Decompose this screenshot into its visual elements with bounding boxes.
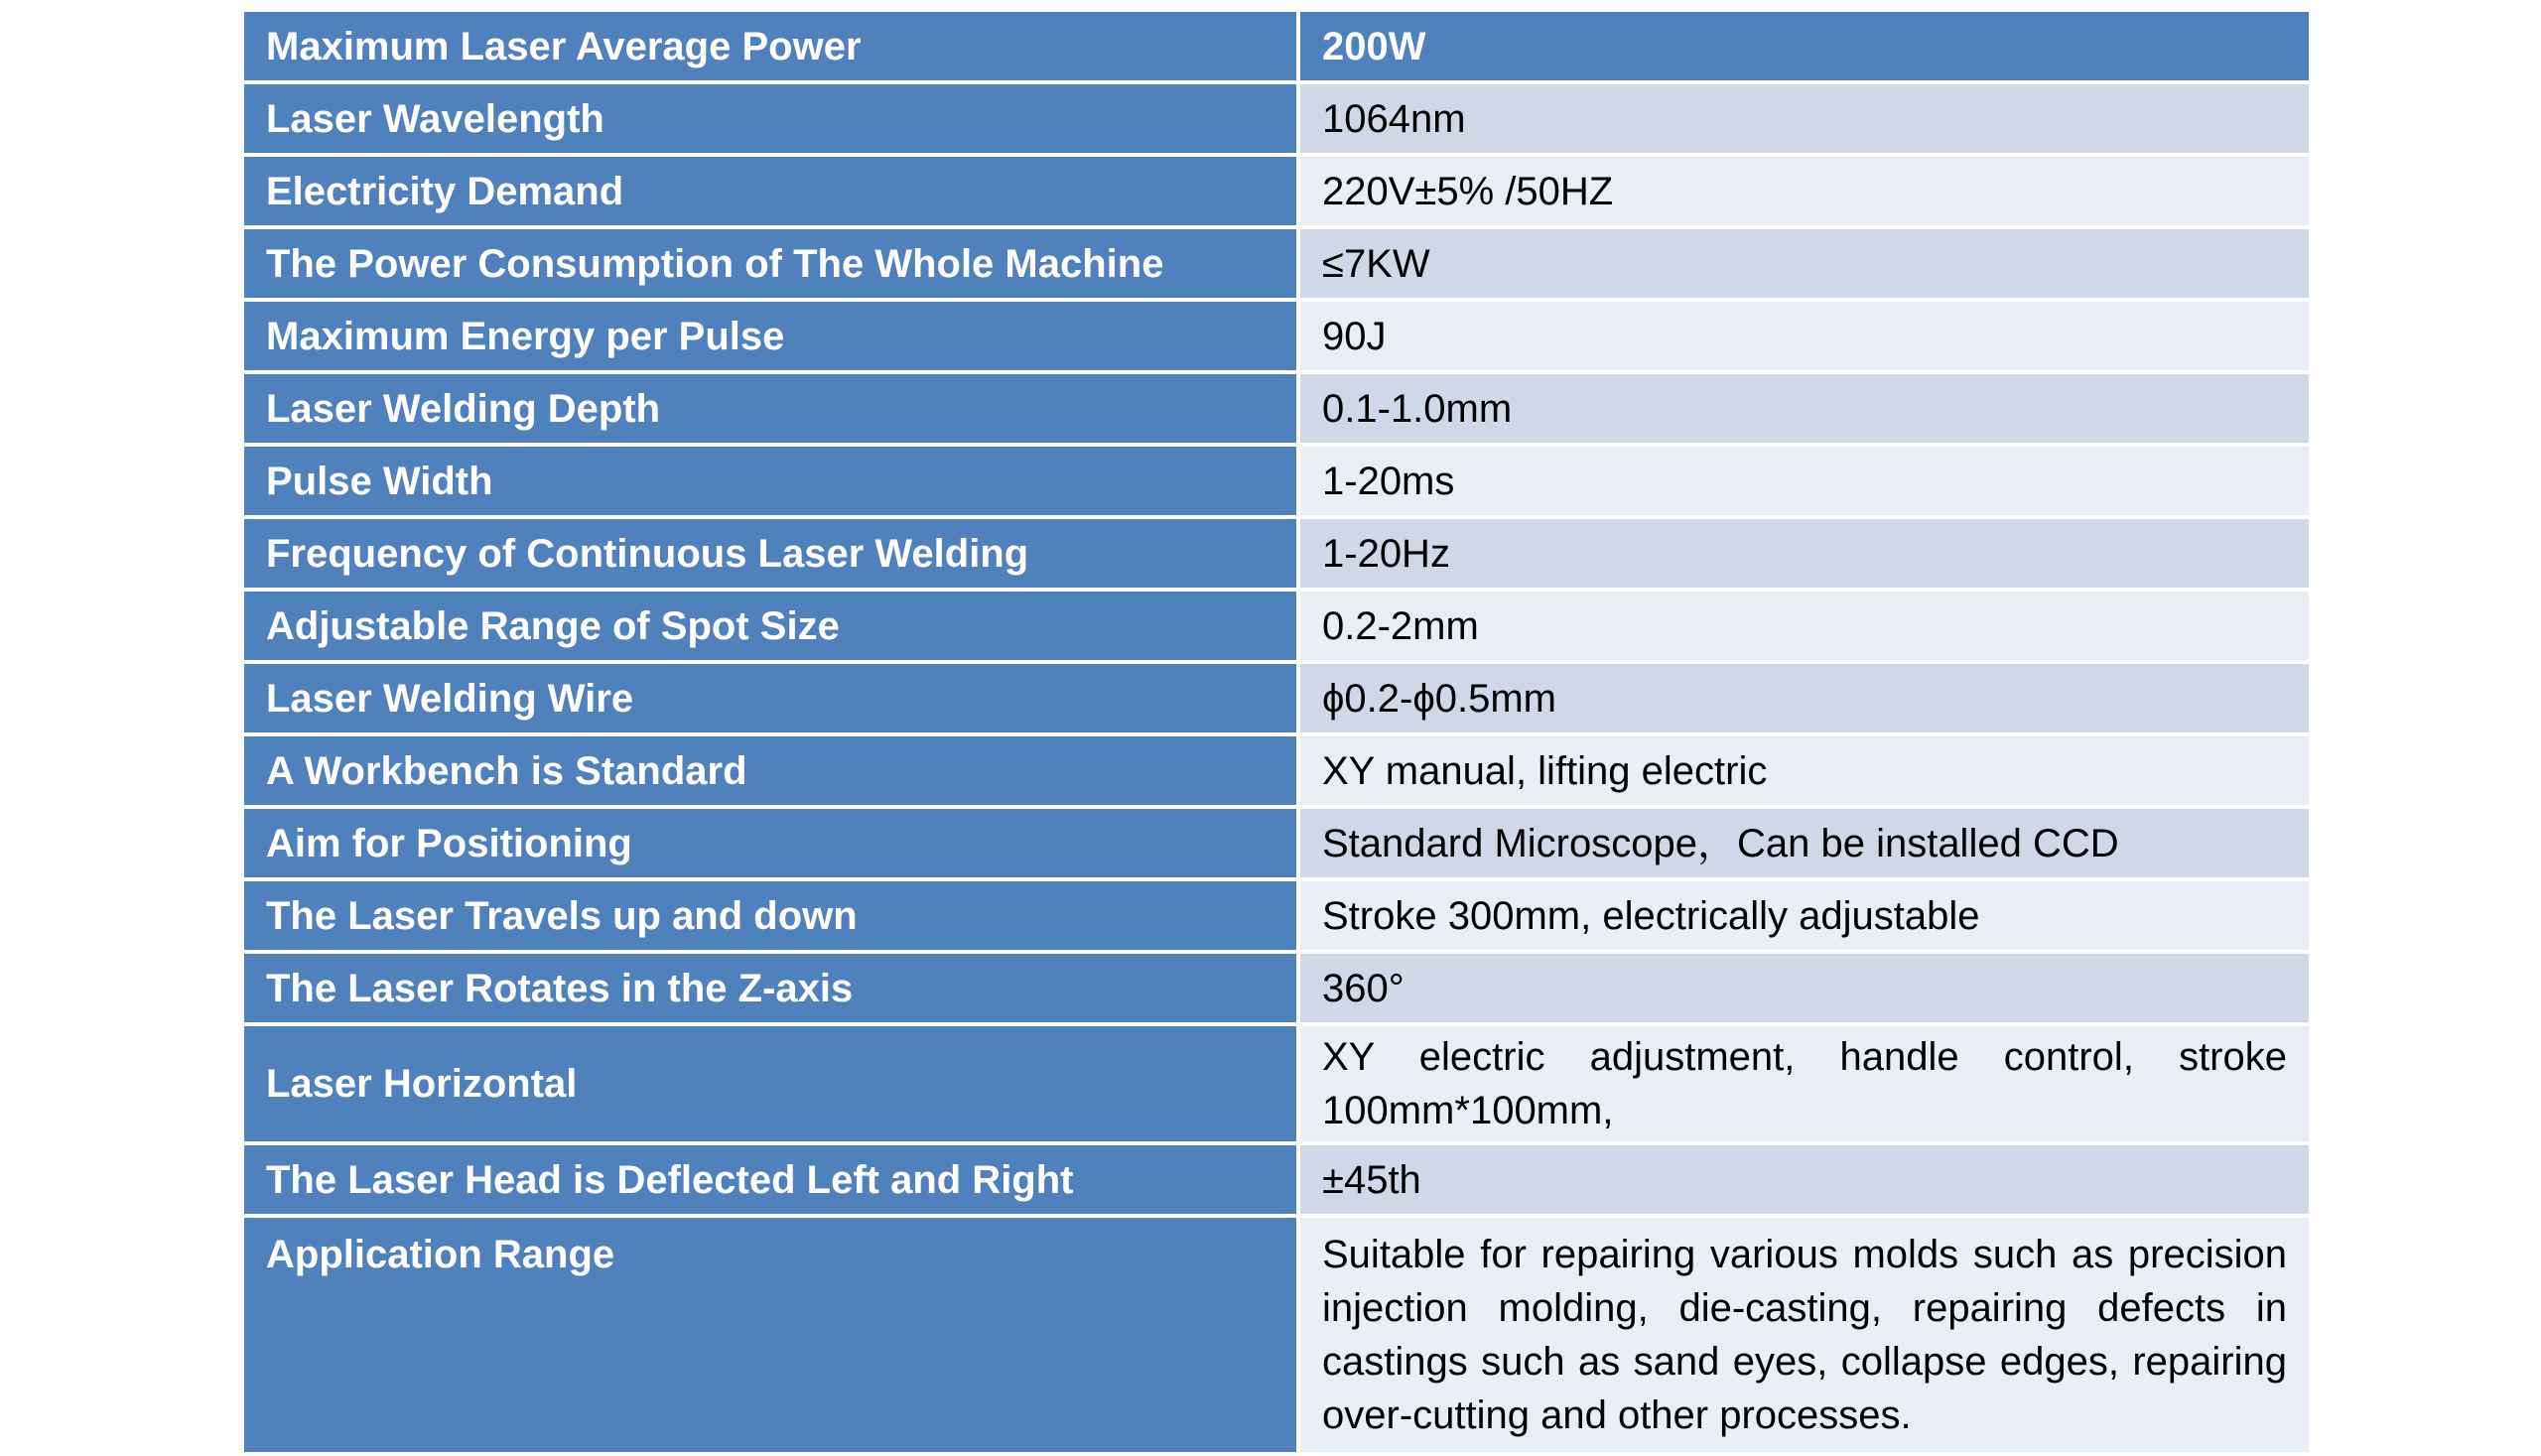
- spec-label: Pulse Width: [244, 447, 1300, 519]
- spec-value: XY electric adjustment, handle control, stroke 100mm*100mm,: [1300, 1026, 2309, 1145]
- table-row: [244, 1145, 2309, 1218]
- spec-value: 220V±5% /50HZ: [1300, 157, 2309, 229]
- spec-label: The Power Consumption of The Whole Machine: [244, 229, 1300, 302]
- spec-table: [244, 12, 2309, 1456]
- spec-value: Stroke 300mm, electrically adjustable: [1300, 881, 2309, 954]
- spec-label: Electricity Demand: [244, 157, 1300, 229]
- spec-label: Adjustable Range of Spot Size: [244, 592, 1300, 664]
- table-row: [244, 954, 2309, 1026]
- spec-label: The Laser Travels up and down: [244, 881, 1300, 954]
- spec-value: 90J: [1300, 302, 2309, 374]
- spec-label: Maximum Energy per Pulse: [244, 302, 1300, 374]
- table-row: [244, 12, 2309, 84]
- spec-label: Frequency of Continuous Laser Welding: [244, 519, 1300, 592]
- spec-label: The Laser Rotates in the Z-axis: [244, 954, 1300, 1026]
- table-row: [244, 664, 2309, 736]
- spec-value: Standard Microscope，Can be installed CCD: [1300, 809, 2309, 881]
- spec-value: 1-20Hz: [1300, 519, 2309, 592]
- table-row: [244, 1218, 2309, 1456]
- table-row: [244, 592, 2309, 664]
- spec-label: Laser Welding Wire: [244, 664, 1300, 736]
- table-row: [244, 1026, 2309, 1145]
- spec-value: 200W: [1300, 12, 2309, 84]
- spec-label: Application Range: [244, 1218, 1300, 1456]
- spec-value: XY manual, lifting electric: [1300, 736, 2309, 809]
- spec-value: 360°: [1300, 954, 2309, 1026]
- table-row: [244, 229, 2309, 302]
- spec-label: Laser Welding Depth: [244, 374, 1300, 447]
- table-row: [244, 302, 2309, 374]
- table-row: [244, 447, 2309, 519]
- table-row: [244, 519, 2309, 592]
- table-row: [244, 157, 2309, 229]
- spec-value: Suitable for repairing various molds such as precision injection molding, die-casting, repairing defects in castings such as sand eyes, collapse edges, repairing over-cutting and other processes.: [1300, 1218, 2309, 1456]
- spec-label: Maximum Laser Average Power: [244, 12, 1300, 84]
- spec-value: 0.2-2mm: [1300, 592, 2309, 664]
- spec-value: ≤7KW: [1300, 229, 2309, 302]
- spec-value: ±45th: [1300, 1145, 2309, 1218]
- spec-label: Laser Wavelength: [244, 84, 1300, 157]
- spec-label: Laser Horizontal: [244, 1026, 1300, 1145]
- spec-label: Aim for Positioning: [244, 809, 1300, 881]
- spec-value: 0.1-1.0mm: [1300, 374, 2309, 447]
- table-row: [244, 84, 2309, 157]
- table-row: [244, 881, 2309, 954]
- spec-value: ϕ0.2-ϕ0.5mm: [1300, 664, 2309, 736]
- table-row: [244, 374, 2309, 447]
- table-row: [244, 809, 2309, 881]
- spec-value: 1-20ms: [1300, 447, 2309, 519]
- spec-value: 1064nm: [1300, 84, 2309, 157]
- spec-label: A Workbench is Standard: [244, 736, 1300, 809]
- spec-label: The Laser Head is Deflected Left and Right: [244, 1145, 1300, 1218]
- table-row: [244, 736, 2309, 809]
